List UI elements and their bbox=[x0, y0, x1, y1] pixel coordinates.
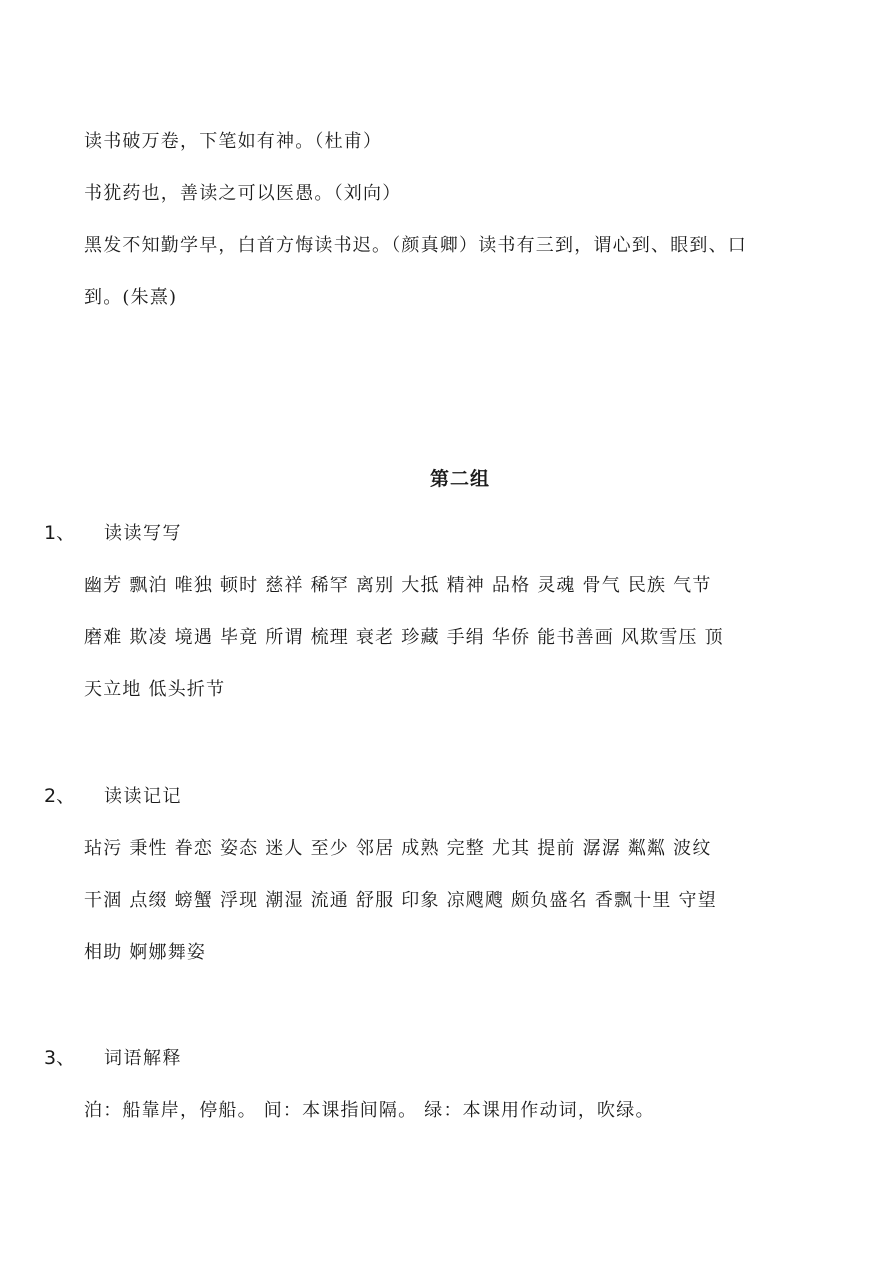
section-3-heading bbox=[44, 1046, 182, 1071]
section-label: 词语解释 bbox=[104, 1048, 182, 1069]
section-label: 读读写写 bbox=[104, 523, 182, 544]
section-number: 2、 bbox=[44, 785, 76, 807]
section-3-line-1: 泊：船靠岸，停船。 间：本课指间隔。 绿：本课用作动词，吹绿。 bbox=[84, 1100, 655, 1121]
group-title: 第二组 bbox=[429, 468, 490, 490]
section-1-heading bbox=[44, 521, 182, 546]
section-2-line-2: 干涸 点缀 螃蟹 浮现 潮湿 流通 舒服 印象 凉飕飕 颇负盛名 香飘十里 守望 bbox=[84, 890, 717, 911]
section-1-line-2: 磨难 欺凌 境遇 毕竟 所谓 梳理 衰老 珍藏 手绢 华侨 能书善画 风欺雪压 顶 bbox=[84, 627, 724, 648]
section-2-heading bbox=[44, 784, 182, 809]
quote-line-4: 到。(朱熹) bbox=[84, 287, 178, 308]
quote-line-2: 书犹药也，善读之可以医愚。（刘向） bbox=[84, 183, 402, 204]
section-2-line-1: 玷污 秉性 眷恋 姿态 迷人 至少 邻居 成熟 完整 尤其 提前 潺潺 粼粼 波纹 bbox=[84, 838, 712, 859]
section-number: 1、 bbox=[44, 522, 76, 544]
section-2-line-3: 相助 婀娜舞姿 bbox=[84, 942, 207, 963]
section-1-line-1: 幽芳 飘泊 唯独 顿时 慈祥 稀罕 离别 大抵 精神 品格 灵魂 骨气 民族 气节 bbox=[84, 575, 712, 596]
quote-line-1: 读书破万卷，下笔如有神。（杜甫） bbox=[84, 131, 383, 152]
section-label: 读读记记 bbox=[104, 786, 182, 807]
quote-line-3: 黑发不知勤学早，白首方悔读书迟。（颜真卿）读书有三到，谓心到、眼到、口 bbox=[84, 235, 747, 256]
section-1-line-3: 天立地 低头折节 bbox=[84, 679, 226, 700]
section-number: 3、 bbox=[44, 1047, 76, 1069]
